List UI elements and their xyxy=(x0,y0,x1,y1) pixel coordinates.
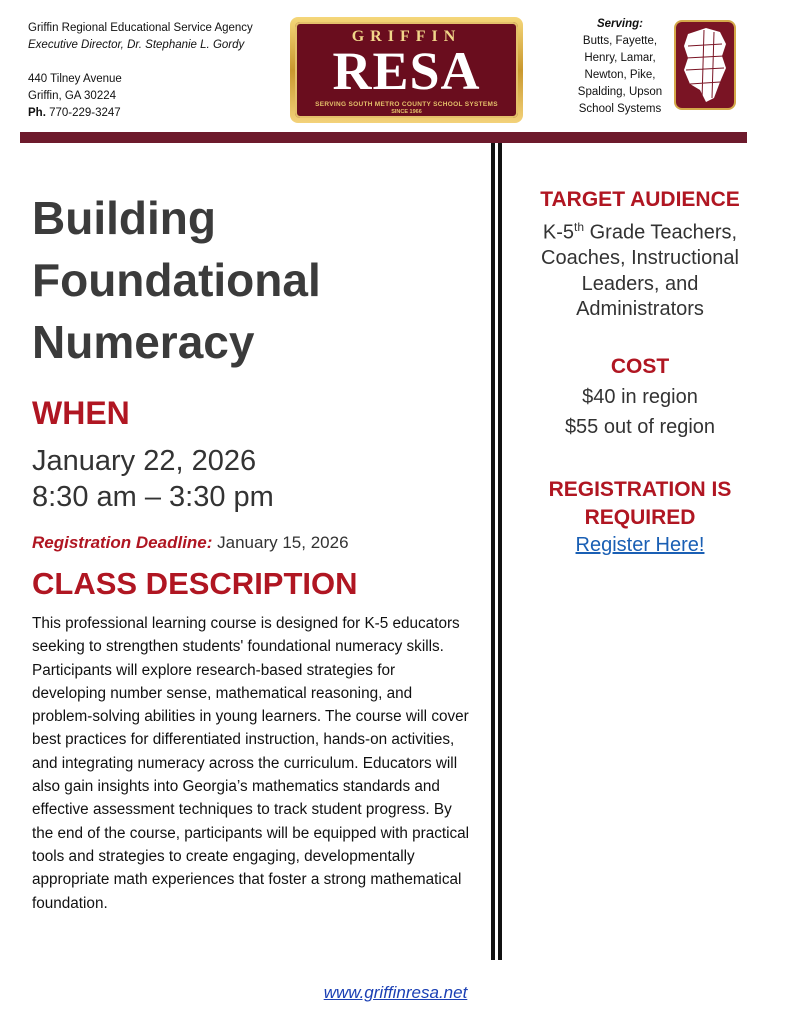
serving-line: Butts, Fayette, xyxy=(582,35,658,47)
serving-heading: Serving: xyxy=(596,18,643,30)
registration-required-heading: REGISTRATION IS REQUIRED xyxy=(548,478,732,529)
serving-list xyxy=(565,16,675,118)
executive-director: Executive Director, Dr. Stephanie L. Gordy xyxy=(28,39,245,51)
website-link[interactable]: www.griffinresa.net xyxy=(323,983,468,1002)
event-date: January 22, 2026 xyxy=(32,445,257,477)
event-time: 8:30 am – 3:30 pm xyxy=(32,481,274,513)
serving-line: School Systems xyxy=(578,103,662,115)
logo-top-text: GRIFFIN xyxy=(351,28,462,45)
phone-label: Ph. xyxy=(28,107,46,119)
page-title: Building Foundational Numeracy xyxy=(32,192,321,368)
address-line-1: 440 Tilney Avenue xyxy=(28,73,122,85)
header-divider xyxy=(20,132,747,143)
agency-name: Griffin Regional Educational Service Agency xyxy=(28,22,253,34)
column-divider xyxy=(498,143,502,960)
serving-line: Spalding, Upson xyxy=(577,86,663,98)
target-audience: K-5th Grade Teachers, Coaches, Instructional Leaders, and Administrators xyxy=(541,220,739,321)
region-map-icon xyxy=(676,22,734,108)
agency-info xyxy=(28,20,253,122)
deadline-label: Registration Deadline: xyxy=(32,533,213,552)
serving-line: Newton, Pike, xyxy=(584,69,656,81)
target-audience-heading: TARGET AUDIENCE xyxy=(540,188,740,211)
logo-main-text: RESA xyxy=(332,41,481,101)
phone xyxy=(28,105,253,122)
class-description-heading: CLASS DESCRIPTION xyxy=(32,566,358,601)
phone-number: 770-229-3247 xyxy=(45,107,121,119)
cost-in-region: $40 in region xyxy=(582,386,698,408)
deadline-value: January 15, 2026 xyxy=(212,533,349,552)
register-link[interactable]: Register Here! xyxy=(575,534,705,556)
registration-deadline xyxy=(32,533,349,553)
logo-since: SINCE 1966 xyxy=(391,109,422,115)
logo-tagline: SERVING SOUTH METRO COUNTY SCHOOL SYSTEMS xyxy=(315,101,498,108)
event-datetime xyxy=(32,443,274,515)
griffin-resa-logo xyxy=(290,17,523,123)
cost-heading: COST xyxy=(610,355,670,378)
address-line-2: Griffin, GA 30224 xyxy=(28,90,117,102)
class-description: This professional learning course is designed for K-5 educators seeking to strengthen students' foundational numeracy skills. Participants will explore research-based strategies for developing number sense, mathematical reasoning, and problem-solving abilities in young learners. The course will cover best practices for differentiated instruction, hands-on activities, and integrating numeracy across the curriculum. Educators will also gain insights into Georgia’s mathematics standards and effective assessment techniques to track student progress. By the end of the course, participants will be equipped with practical tools and strategies to create engaging, developmentally appropriate math experiences that foster a strong mathematical foundation. xyxy=(32,615,470,912)
when-heading: WHEN xyxy=(32,395,130,431)
cost-values xyxy=(520,382,760,442)
serving-line: Henry, Lamar, xyxy=(584,52,656,64)
column-divider xyxy=(491,143,495,960)
cost-out-region: $55 out of region xyxy=(564,416,716,438)
